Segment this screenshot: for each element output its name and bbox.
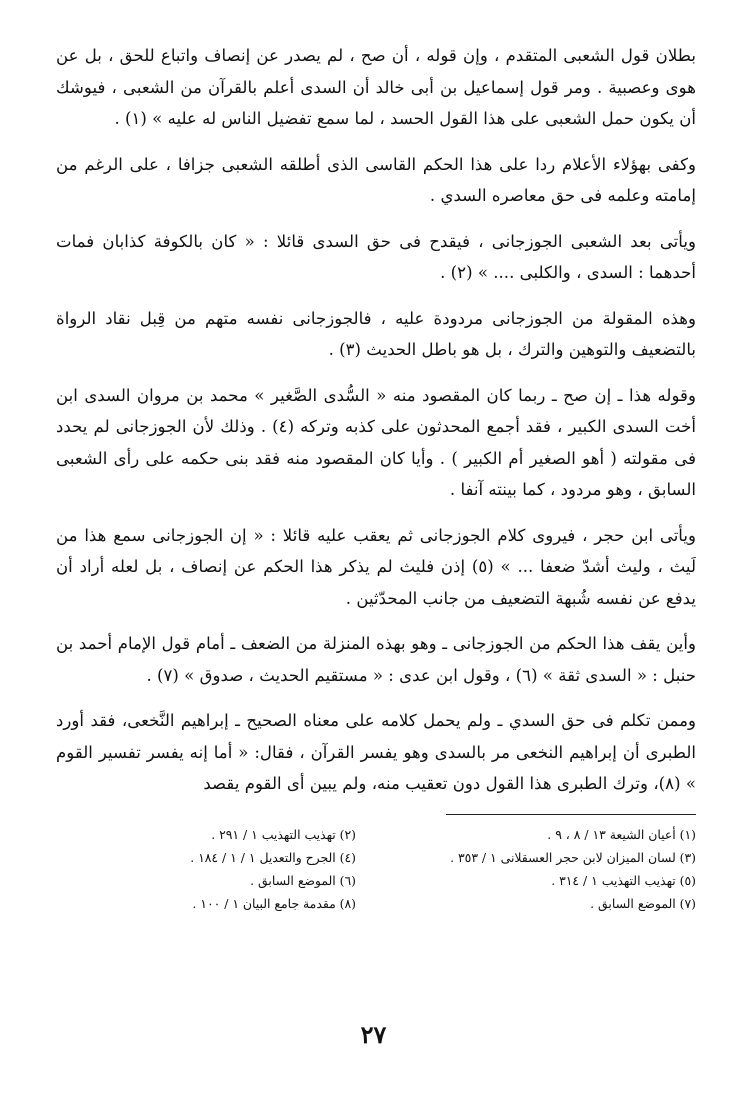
footnote-1: (١) أعيان الشيعة ١٣ / ٨ ، ٩ . (547, 826, 696, 842)
paragraph: وقوله هذا ـ إن صح ـ ربما كان المقصود منه « السُّدى الصَّغير » محمد بن مروان السدى ابن أخت السدى الكبير ، فقد أجمع المحدثون على كذبه وتركه (٤) . وذلك لأن الجوزجانى لم يحدد فى مقولته ( أهو الصغير أم الكبير ) . وأيا كان المقصود منه فقد بنى حكمه على رأى الشعبى السابق ، وهو مردود ، كما بينته آنفا . (56, 385, 696, 499)
footnote-6: (٦) الموضع السابق . (250, 872, 356, 888)
footnote-2: (٢) تهذيب التهذيب ١ / ٢٩١ . (211, 826, 356, 842)
footnote-7: (٧) الموضع السابق . (590, 895, 696, 911)
paragraph: وممن تكلم فى حق السدي ـ ولم يحمل كلامه على معناه الصحيح ـ إبراهيم النَّخعى، فقد أورد الطبرى أن إبراهيم النخعى مر بالسدى وهو يفسر القرآن ، فقال: « أما إنه يفسر تفسير القوم » (٨)، وترك الطبرى هذا القول دون تعقيب منه، ولم يبين أى القوم يقصد (56, 711, 696, 793)
footnotes (56, 825, 696, 914)
paragraph: وأين يقف هذا الحكم من الجوزجانى ـ وهو بهذه المنزلة من الضعف ـ أمام قول الإمام أحمد بن حنبل : « السدى ثقة » (٦) ، وقول ابن عدى : « مستقيم الحديث ، صدوق » (٧) . (56, 634, 696, 685)
paragraph: بطلان قول الشعبى المتقدم ، وإن قوله ، أن صح ، لم يصدر عن إنصاف واتباع للحق ، بل عن هوى وعصبية . ومر قول إسماعيل بن أبى خالد أن السدى أعلم بالقرآن من الشعبى ، فيوشك أن يكون حمل الشعبى على هذا القول الحسد ، لما سمع تفضيل الناس له عليه » (١) . (56, 46, 696, 128)
paragraph: وكفى بهؤلاء الأعلام ردا على هذا الحكم القاسى الذى أطلقه الشعبى جزافا ، على الرغم من إمامته وعلمه فى حق معاصره السدي . (56, 154, 696, 205)
paragraph: وهذه المقولة من الجوزجانى مردودة عليه ، فالجوزجانى نفسه متهم من قِبل نقاد الرواة بالتضعيف والتوهين والترك ، بل هو باطل الحديث (٣) . (56, 308, 696, 359)
page-number: ٢٧ (360, 1020, 387, 1049)
footnote-5: (٥) تهذيب التهذيب ١ / ٣١٤ . (551, 872, 696, 888)
paragraph: ويأتى ابن حجر ، فيروى كلام الجوزجانى ثم يعقب عليه قائلا : « إن الجوزجانى سمع هذا من لَيث ، وليث أشدّ ضعفا ... » (٥) إذن فليث لم يذكر هذا الحكم عن إنصاف ، بل لعله أراد أن يدفع عن نفسه شُبهة التضعيف من جانب المحدّثين . (56, 525, 696, 608)
paragraph: ويأتى بعد الشعبى الجوزجانى ، فيقدح فى حق السدى قائلا : « كان بالكوفة كذابان فمات أحدهما : السدى ، والكلبى .... » (٢) . (56, 231, 696, 282)
footnote-divider (446, 814, 696, 815)
footnote-4: (٤) الجرح والتعديل ١ / ١ / ١٨٤ . (190, 849, 356, 865)
footnote-3: (٣) لسان الميزان لابن حجر العسقلانى ١ / ٣٥٣ . (450, 849, 696, 865)
footnote-8: (٨) مقدمة جامع البيان ١ / ١٠٠ . (192, 895, 356, 911)
page-body (56, 40, 696, 914)
